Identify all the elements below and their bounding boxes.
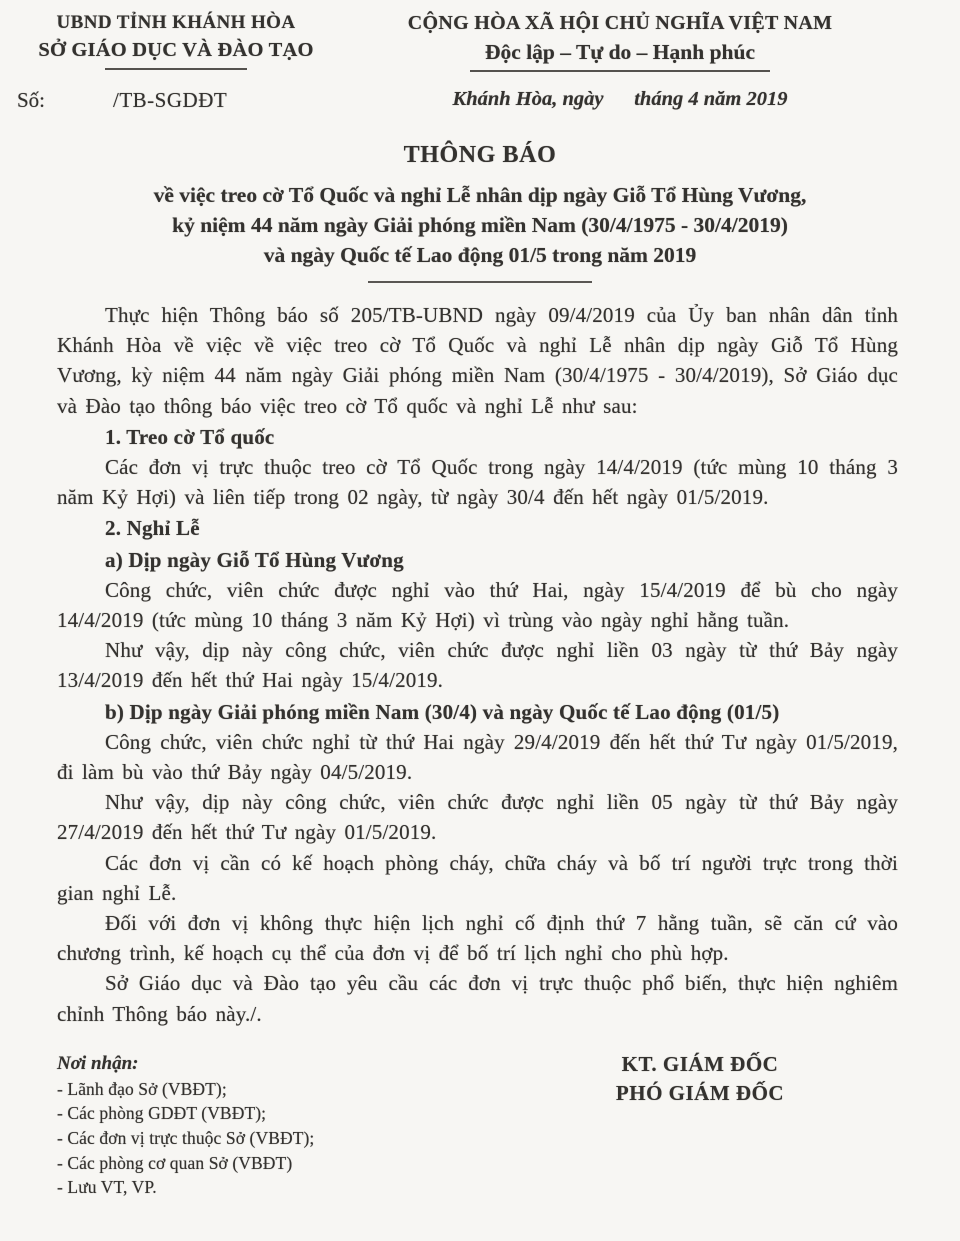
republic-motto-line2: Độc lập – Tự do – Hạnh phúc: [485, 40, 755, 64]
body-paragraph: Đối với đơn vị không thực hiện lịch nghỉ cố định thứ 7 hằng tuần, sẽ căn cứ vào chương trình, kế hoạch cụ thể của đơn vị để bố trí lịch nghỉ cho phù hợp.: [57, 911, 898, 966]
signature-block: [550, 1050, 850, 1200]
title-divider: [368, 281, 592, 283]
section-heading: 1. Treo cờ Tổ quốc: [105, 424, 275, 449]
org-name: SỞ GIÁO DỤC VÀ ĐÀO TẠO: [38, 39, 314, 61]
recipient-item: - Các phòng cơ quan Sở (VBĐT): [57, 1152, 293, 1173]
org-underline: [105, 68, 247, 70]
body-paragraph: Như vậy, dịp này công chức, viên chức được nghỉ liền 05 ngày từ thứ Bảy ngày 27/4/2019 đến hết thứ Tư ngày 01/5/2019.: [57, 790, 898, 845]
recipient-item: - Lãnh đạo Sở (VBĐT);: [57, 1078, 227, 1099]
body-paragraph: Công chức, viên chức được nghỉ vào thứ Hai, ngày 15/4/2019 để bù cho ngày 14/4/2019 (tức mùng 10 tháng 3 năm Kỷ Hợi) vì trùng vào ngày nghỉ hằng tuần.: [57, 577, 898, 633]
org-parent-name: UBND TỈNH KHÁNH HÒA: [56, 12, 296, 33]
body-paragraph: Như vậy, dịp này công chức, viên chức được nghỉ liền 03 ngày từ thứ Bảy ngày 13/4/2019 đến hết thứ Hai ngày 15/4/2019.: [57, 638, 898, 693]
body-paragraph: Các đơn vị cần có kế hoạch phòng cháy, chữa cháy và bố trí người trực trong thời gian nghỉ Lễ.: [57, 850, 898, 905]
body-paragraph: Các đơn vị trực thuộc treo cờ Tổ Quốc trong ngày 14/4/2019 (tức mùng 10 tháng 3 năm Kỷ Hợi) và liên tiếp trong 02 ngày, từ ngày 30/4 đến hết ngày 01/5/2019.: [57, 455, 898, 510]
document-header: [0, 10, 960, 114]
document-number-value: /TB-SGDĐT: [113, 88, 228, 112]
document-number-line: [0, 86, 352, 114]
document-body: [0, 300, 960, 1029]
recipient-item: - Các phòng GDĐT (VBĐT);: [57, 1103, 267, 1124]
body-paragraph: Sở Giáo dục và Đào tạo yêu cầu các đơn vị trực thuộc phổ biến, thực hiện nghiêm chỉnh Thông báo này./.: [57, 971, 898, 1026]
section-heading: 2. Nghỉ Lễ: [105, 516, 200, 541]
recipients-label: Nơi nhận:: [57, 1052, 139, 1074]
republic-underline: [470, 70, 770, 72]
issuing-org-block: [0, 10, 352, 114]
document-footer: [0, 1050, 960, 1200]
recipients-list: [57, 1077, 314, 1200]
recipient-item: - Các đơn vị trực thuộc Sở (VBĐT);: [57, 1128, 315, 1149]
document-number-label: Số:: [17, 88, 46, 112]
subtitle-line-1: về việc treo cờ Tổ Quốc và nghỉ Lễ nhân dịp ngày Giỗ Tổ Hùng Vương,: [153, 183, 807, 207]
section-heading: a) Dịp ngày Giỗ Tổ Hùng Vương: [105, 547, 404, 572]
recipient-item: - Lưu VT, VP.: [57, 1177, 157, 1198]
section-heading: b) Dịp ngày Giải phóng miền Nam (30/4) và ngày Quốc tế Lao động (01/5): [105, 699, 780, 724]
body-paragraph: Thực hiện Thông báo số 205/TB-UBND ngày 09/4/2019 của Ủy ban nhân dân tỉnh Khánh Hòa về việc về việc treo cờ Tổ Quốc và nghỉ Lễ nhân dịp ngày Giỗ Tổ Hùng Vương, kỳ niệm 44 năm ngày Giải phóng miền Nam (30/4/1975 - 30/4/2019), Sở Giáo dục và Đào tạo thông báo việc treo cờ Tổ quốc và nghỉ Lễ như sau:: [57, 303, 898, 418]
body-paragraph: Công chức, viên chức nghỉ từ thứ Hai ngày 29/4/2019 đến hết thứ Tư ngày 01/5/2019, đi làm bù vào thứ Bảy ngày 04/5/2019.: [57, 729, 898, 785]
republic-motto-line1: CỘNG HÒA XÃ HỘI CHỦ NGHĨA VIỆT NAM: [407, 12, 833, 34]
signature-title-line2: PHÓ GIÁM ĐỐC: [615, 1080, 785, 1105]
recipients-block: [57, 1050, 314, 1200]
signature-title-line1: KT. GIÁM ĐỐC: [621, 1051, 779, 1076]
document-title: THÔNG BÁO: [403, 142, 557, 168]
republic-block: [352, 10, 960, 114]
subtitle-line-2: kỷ niệm 44 năm ngày Giải phóng miền Nam (30/4/1975 - 30/4/2019): [172, 213, 788, 237]
document-subtitle: [0, 180, 960, 270]
subtitle-line-3: và ngày Quốc tế Lao động 01/5 trong năm 2019: [263, 243, 697, 267]
place-date-line: Khánh Hòa, ngày tháng 4 năm 2019: [452, 88, 788, 110]
title-block: [0, 140, 960, 283]
